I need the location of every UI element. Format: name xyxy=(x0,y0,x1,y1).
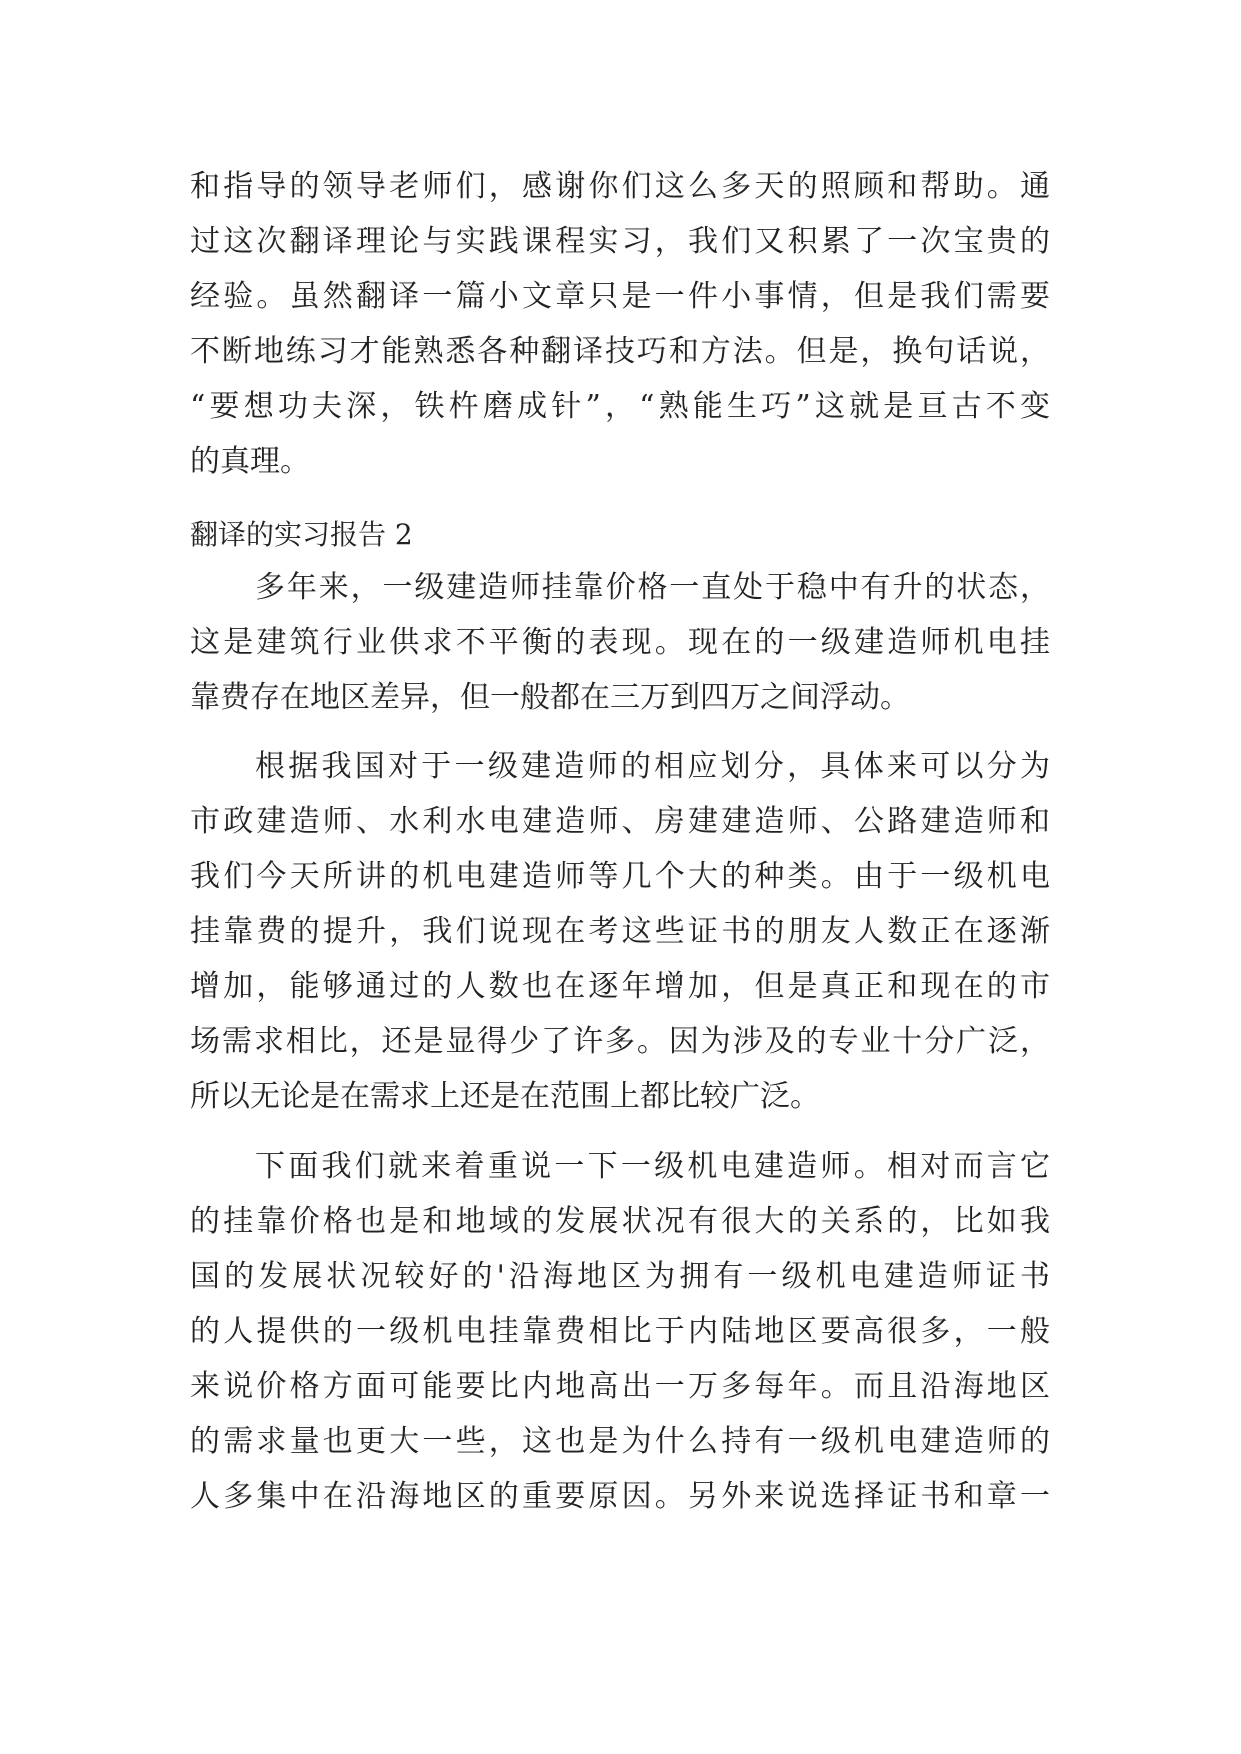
text-line: 的人提供的一级机电挂靠费相比于内陆地区要高很多，一般 xyxy=(190,1314,1050,1349)
text-line: 国的发展状况较好的'沿海地区为拥有一级机电建造师证书 xyxy=(190,1259,1050,1294)
text-line: 不断地练习才能熟悉各种翻译技巧和方法。但是，换句话说， xyxy=(190,334,1050,369)
text-line: 经验。虽然翻译一篇小文章只是一件小事情，但是我们需要 xyxy=(190,279,1050,314)
text-line: 的挂靠价格也是和地域的发展状况有很大的关系的，比如我 xyxy=(190,1204,1050,1239)
text-line: 根据我国对于一级建造师的相应划分，具体来可以分为 xyxy=(255,749,1050,784)
text-line: “要想功夫深，铁杵磨成针”，“熟能生巧”这就是亘古不变 xyxy=(190,389,1050,424)
text-line: 靠费存在地区差异，但一般都在三万到四万之间浮动。 xyxy=(190,680,910,715)
text-line: 的需求量也更大一些，这也是为什么持有一级机电建造师的 xyxy=(190,1424,1050,1459)
text-line: 下面我们就来着重说一下一级机电建造师。相对而言它 xyxy=(255,1149,1050,1184)
text-line: 来说价格方面可能要比内地高出一万多每年。而且沿海地区 xyxy=(190,1369,1050,1404)
text-line: 场需求相比，还是显得少了许多。因为涉及的专业十分广泛， xyxy=(190,1024,1050,1059)
text-line: 的真理。 xyxy=(190,444,310,479)
text-line: 和指导的领导老师们，感谢你们这么多天的照顾和帮助。通 xyxy=(190,169,1050,204)
text-line: 挂靠费的提升，我们说现在考这些证书的朋友人数正在逐渐 xyxy=(190,914,1050,949)
text-line: 这是建筑行业供求不平衡的表现。现在的一级建造师机电挂 xyxy=(190,625,1050,660)
text-line: 所以无论是在需求上还是在范围上都比较广泛。 xyxy=(190,1079,820,1114)
text-line: 我们今天所讲的机电建造师等几个大的种类。由于一级机电 xyxy=(190,859,1050,894)
text-line: 人多集中在沿海地区的重要原因。另外来说选择证书和章一 xyxy=(190,1479,1050,1514)
text-line: 过这次翻译理论与实践课程实习，我们又积累了一次宝贵的 xyxy=(190,224,1050,259)
text-line: 多年来，一级建造师挂靠价格一直处于稳中有升的状态， xyxy=(255,570,1050,605)
section-title: 翻译的实习报告 2 xyxy=(190,518,413,551)
text-line: 增加，能够通过的人数也在逐年增加，但是真正和现在的市 xyxy=(190,969,1050,1004)
text-line: 市政建造师、水利水电建造师、房建建造师、公路建造师和 xyxy=(190,804,1050,839)
